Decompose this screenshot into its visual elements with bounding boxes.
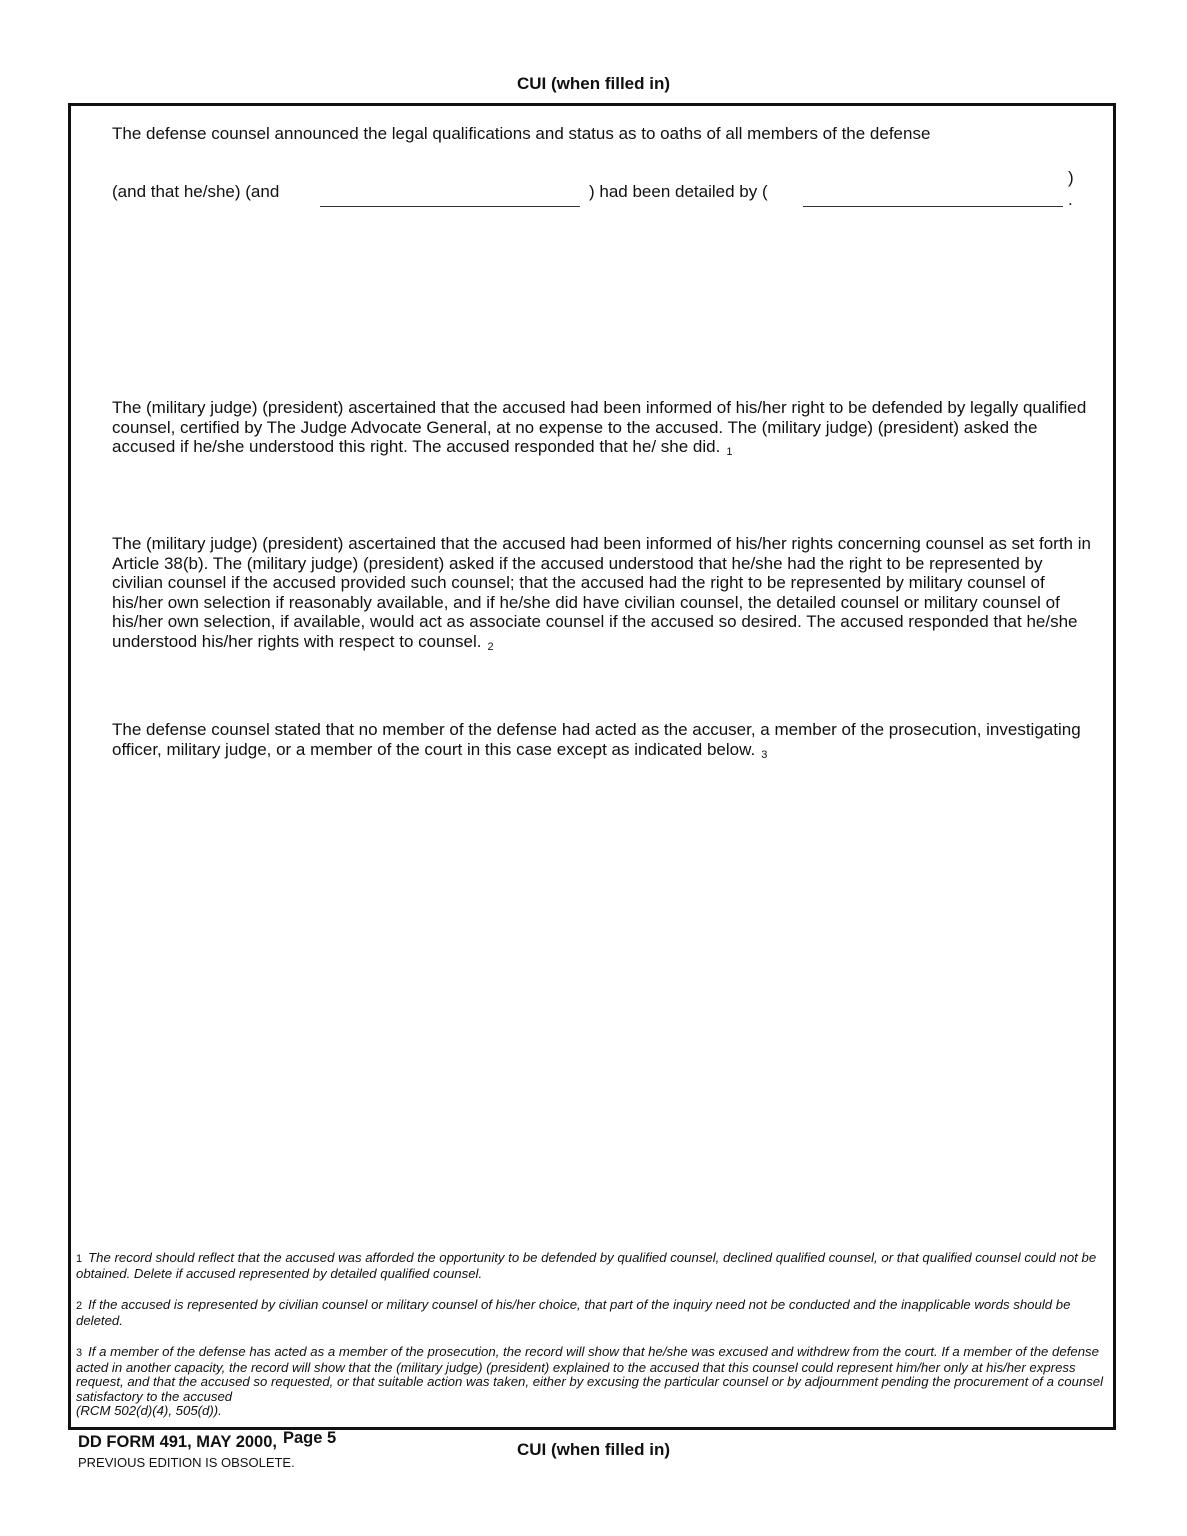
footnote-number: 1 — [76, 1253, 83, 1265]
footnote-ref: 3 — [761, 748, 768, 761]
detail-line — [112, 168, 1102, 216]
article-38b-paragraph — [112, 534, 1092, 654]
footnote-citation: (RCM 502(d)(4), 505(d)). — [76, 1403, 222, 1418]
footnote-number: 3 — [76, 1347, 83, 1359]
detail-middle: ) had been detailed by ( — [589, 182, 768, 201]
detailed-counsel-field[interactable] — [320, 180, 580, 207]
footnote-number: 2 — [76, 1300, 83, 1312]
footnote-ref: 2 — [487, 640, 494, 653]
defense-announcement: The defense counsel announced the legal qualifications and status as to oaths of all members of the defense — [112, 124, 931, 143]
footnote-text: The record should reflect that the accused was afforded the opportunity to be defended by qualified counsel, declined qualified counsel, or that qualified counsel could not be obtained. Delete if accused represented by detailed qualified counsel. — [76, 1250, 1097, 1281]
page-number: Page 5 — [283, 1429, 337, 1447]
footnote-text: If a member of the defense has acted as a member of the prosecution, the record will show that he/she was excused and withdrew from the court. If a member of the defense acted in another capacity, the record will show that the (military judge) (president) explained to the accused that this counsel could represent him/her only at his/her express request, and that the accused so requested, or that suitable action was taken, either by excusing the particular counsel or by adjournment pending the procurement of a counsel satisfactory to the accused — [76, 1344, 1104, 1404]
footnote-2 — [76, 1298, 1111, 1328]
cui-footer: CUI (when filled in) — [517, 1440, 670, 1459]
cui-header: CUI (when filled in) — [517, 74, 670, 93]
defense-disqualification-paragraph — [112, 720, 1092, 762]
right-to-counsel-paragraph — [112, 398, 1092, 460]
form-id: DD FORM 491, MAY 2000, — [78, 1433, 277, 1451]
footnote-ref: 1 — [726, 446, 733, 458]
footnote-text: If the accused is represented by civilian counsel or military counsel of his/her choice, that part of the inquiry need not be conducted and the inapplicable words should be deleted. — [76, 1297, 1071, 1328]
footnote-3 — [76, 1345, 1111, 1419]
detailed-by-field[interactable] — [803, 180, 1063, 207]
form-frame — [68, 103, 1116, 1430]
close-paren: ) — [1068, 168, 1074, 187]
paragraph-text: The (military judge) (president) ascertained that the accused had been informed of his/her right to be defended by legally qualified counsel, certified by The Judge Advocate General, at no expense to the accused. The (military judge) (president) asked the accused if he/she understood this right. The accused responded that he/ she did. — [112, 398, 1087, 456]
detail-prefix: (and that he/she) (and — [112, 182, 280, 201]
paragraph-text: The defense counsel stated that no member of the defense had acted as the accuser, a member of the prosecution, investigating officer, military judge, or a member of the court in this case except as indicated below. — [112, 720, 1081, 759]
obsolete-notice: PREVIOUS EDITION IS OBSOLETE. — [78, 1455, 295, 1470]
period: . — [1068, 190, 1073, 209]
footnote-1 — [76, 1251, 1111, 1281]
paragraph-text: The (military judge) (president) ascertained that the accused had been informed of his/her rights concerning counsel as set forth in Article 38(b). The (military judge) (president) asked if the accused understood that he/she had the right to be represented by civilian counsel if the accused provided such counsel; that the accused had the right to be represented by military counsel of his/her own selection if reasonably available, and if he/she did have civilian counsel, the detailed counsel or military counsel of his/her own selection, if available, would act as associate counsel if the accused so desired. The accused responded that he/she understood his/her rights with respect to counsel. — [112, 534, 1091, 651]
